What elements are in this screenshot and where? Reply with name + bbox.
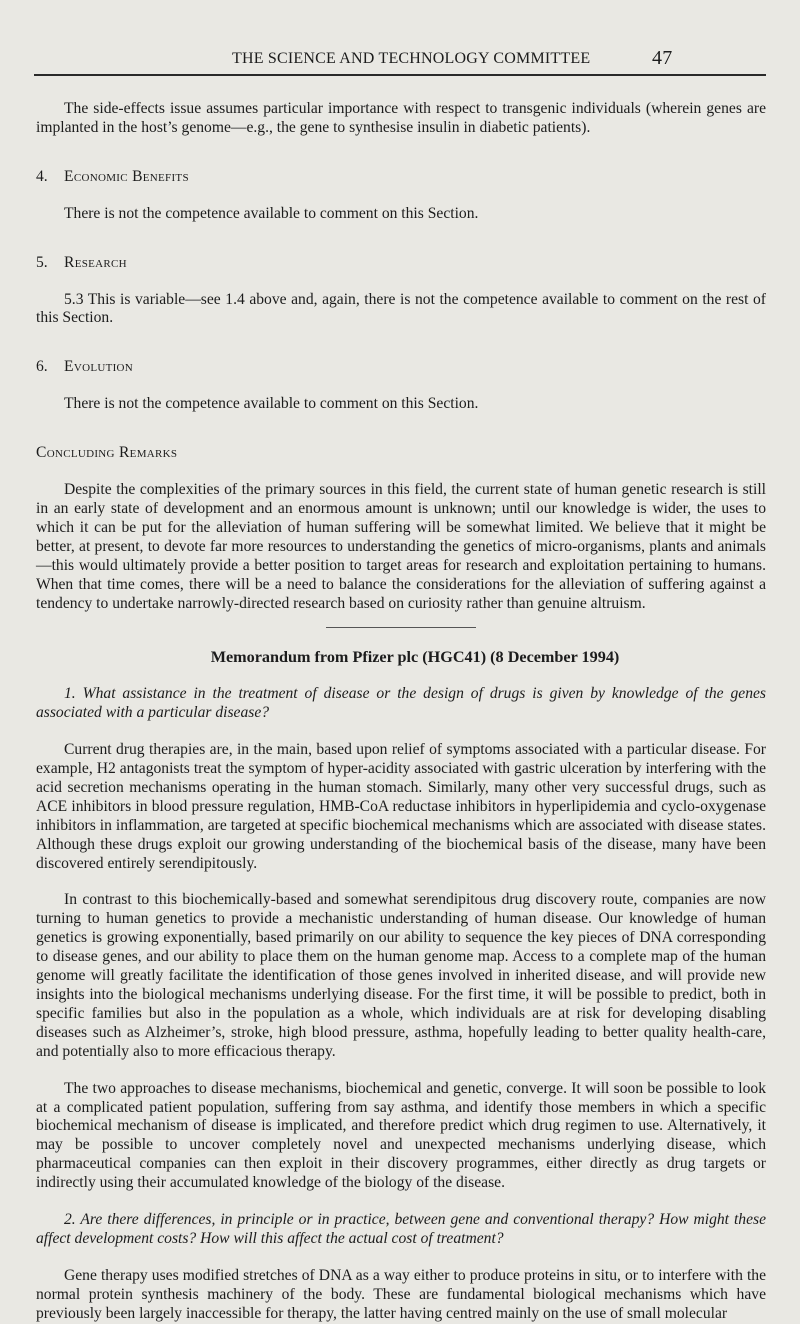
section-4-title: Economic Benefits <box>64 167 189 185</box>
section-6-text: There is not the competence available to comment on this Section. <box>64 395 479 413</box>
section-6-heading <box>36 358 766 377</box>
header-rule <box>34 74 766 76</box>
section-5-heading <box>36 254 766 273</box>
section-4-text: There is not the competence available to comment on this Section. <box>64 204 479 222</box>
answer-1-paragraph-1: Current drug therapies are, in the main, based upon relief of symptoms associated with a particular disease. For example, H2 antagonists treat the symptom of hyper-acidity associated with gastric ulceration by interfering with the acid secretion mechanisms operating in the human stomach. Similarly, many other very successful drugs, such as ACE inhibitors in blood pressure regulation, HMB-CoA reductase inhibitors in hyperlipidemia and cyclo-oxygenase inhibitors in inflammation, are targeted at specific biochemical mechanisms which are associated with disease states. Although these drugs exploit our growing understanding of the biochemical basis of the disease, many have been discovered entirely serendipitously. <box>36 741 766 872</box>
section-5-title: Research <box>64 253 127 271</box>
running-title: THE SCIENCE AND TECHNOLOGY COMMITTEE <box>232 50 591 67</box>
answer-1-paragraph-2: In contrast to this biochemically-based and somewhat serendipitous drug discovery route, companies are now turning to human genetics to provide a mechanistic understanding of human disease. Our knowledge of human genetics is growing exponentially, based primarily on our ability to sequence the key pieces of DNA corresponding to disease genes, and our ability to place them on the human genome map. Access to a complete map of the human genome will greatly facilitate the identification of those genes involved in inherited disease, and will provide new insights into the biological mechanisms underlying disease. For the first time, it will be possible to predict, both in specific families but also in the population as a whole, which individuals are at risk for developing disabling diseases such as Alzheimer’s, stroke, high blood pressure, asthma, hopefully leading to better quality health-care, and potentially also to more efficacious therapy. <box>36 891 766 1060</box>
answer-1-paragraph-3: The two approaches to disease mechanisms, biochemical and genetic, converge. It will soon be possible to look at a complicated patient population, suffering from say asthma, and identify those members in which a specific biochemical mechanism of disease is implicated, and therefore predict which drug regimen to use. Alternatively, it may be possible to uncover completely novel and unexpected mechanisms underlying disease, which pharmaceutical companies can then exploit in their discovery programmes, either directly as drug targets or indirectly using their accumulated knowledge of the biology of the disease. <box>36 1079 766 1192</box>
concluding-remarks-heading: Concluding Remarks <box>36 444 178 462</box>
section-divider <box>326 627 476 628</box>
section-4-heading <box>36 168 766 187</box>
section-5-number: 5. <box>36 253 48 271</box>
page-number: 47 <box>652 47 673 69</box>
section-6-title: Evolution <box>64 358 134 376</box>
section-5-3-text: 5.3 This is variable—see 1.4 above and, again, there is not the competence available to comment on the rest of this Section. <box>36 290 766 327</box>
paragraph-side-effects: The side-effects issue assumes particular importance with respect to transgenic individuals (wherein genes are implanted in the host’s genome—e.g., the gene to synthesise insulin in diabetic patients). <box>36 100 766 136</box>
section-6-number: 6. <box>36 358 48 376</box>
body-text <box>36 100 766 1324</box>
question-1: 1. What assistance in the treatment of disease or the design of drugs is given by knowledge of the genes associated with a particular disease? <box>36 685 766 722</box>
answer-2-paragraph-1: Gene therapy uses modified stretches of DNA as a way either to produce proteins in situ, or to interfere with the normal protein synthesis machinery of the body. These are fundamental biological mechanisms which have previously been largely inaccessible for therapy, the latter having centred mainly on the use of small molecular <box>36 1266 766 1322</box>
memorandum-title: Memorandum from Pfizer plc (HGC41) (8 December 1994) <box>210 648 620 667</box>
concluding-remarks-text: Despite the complexities of the primary sources in this field, the current state of human genetic research is still in an early state of development and an enormous amount is unknown; until our knowledge is wider, the uses to which it can be put for the alleviation of human suffering will be somewhat limited. We believe that it might be better, at present, to devote far more resources to understanding the genetics of micro-organisms, plants and animals—this would ultimately provide a better position to target areas for research and exploitation pertaining to humans. When that time comes, there will be a need to balance the considerations for the alleviation of suffering against a tendency to undertake narrowly-directed research based on curiosity rather than genuine altruism. <box>36 481 766 612</box>
section-4-number: 4. <box>36 167 48 185</box>
question-2: 2. Are there differences, in principle or in practice, between gene and conventional therapy? How might these affect development costs? How will this affect the actual cost of treatment? <box>36 1211 766 1247</box>
